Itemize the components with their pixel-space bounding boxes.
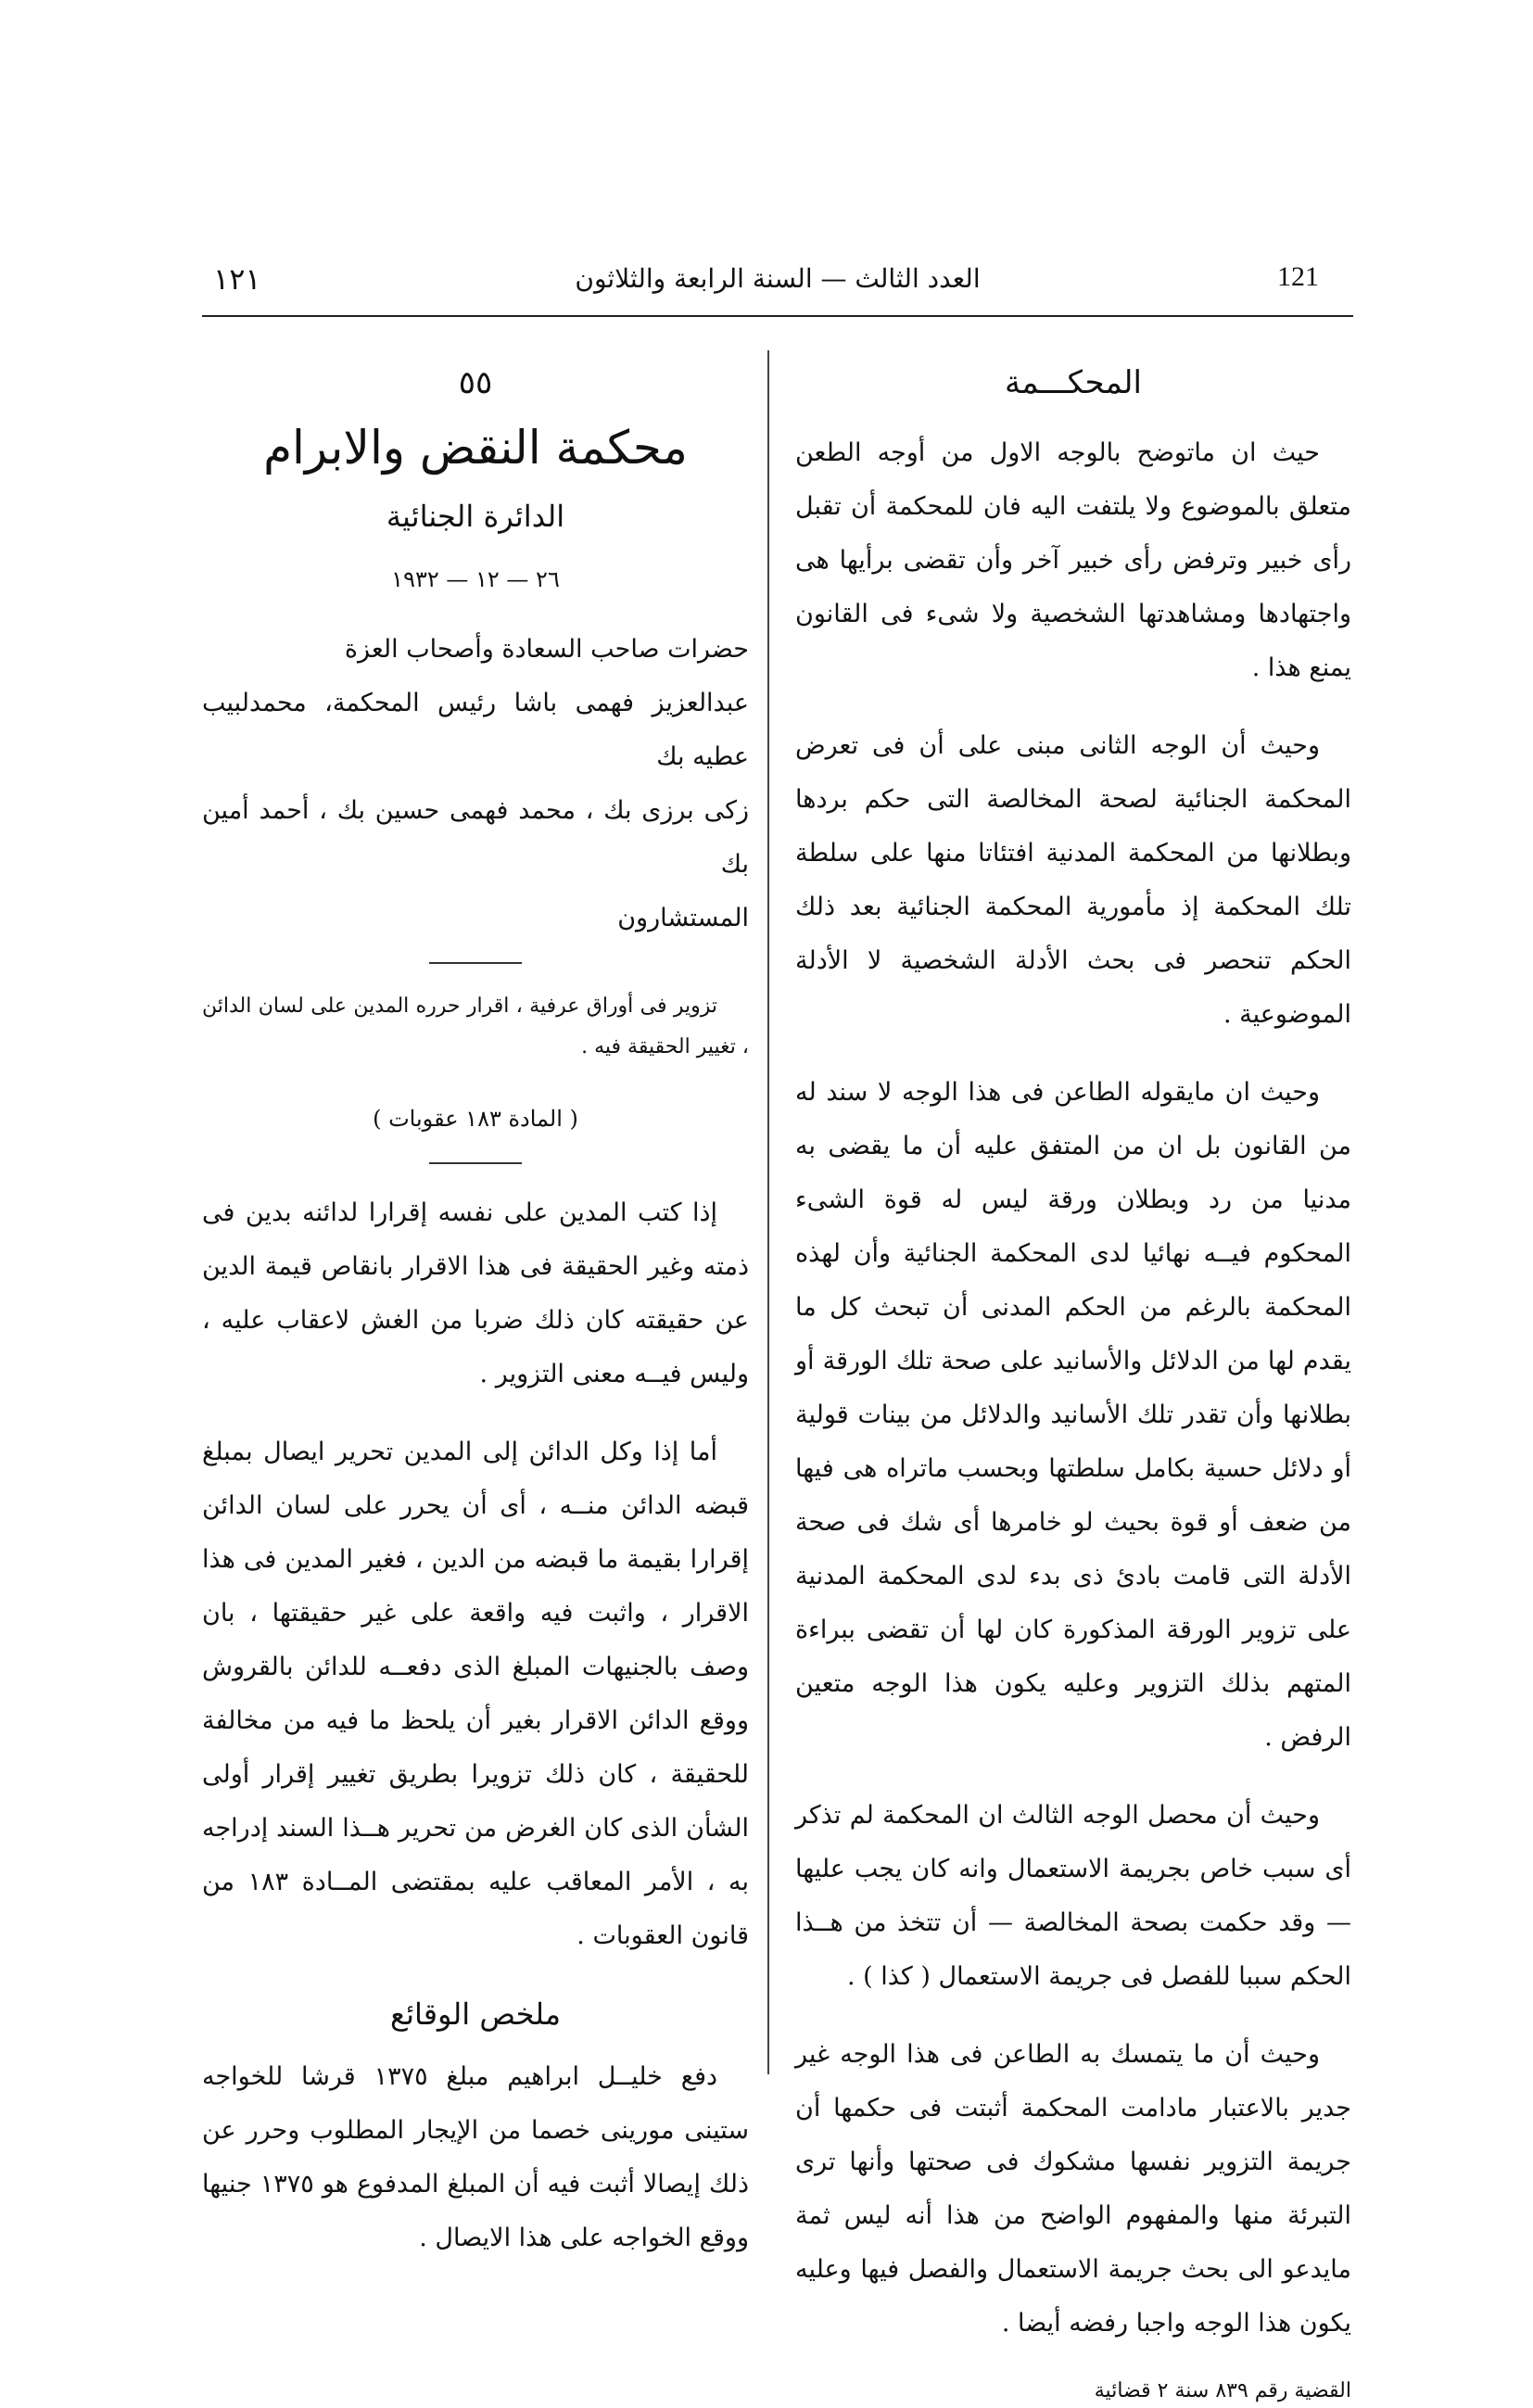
paragraph: وحيث أن محصل الوجه الثالث ان المحكمة لم تذكر أى سبب خاص بجريمة الاستعمال وانه كان يجب عليها — وقد حكمت بصحة المخالصة — أن تتخذ من هــذا الحكم سببا للفصل فى جريمة الاستعمال ( كذا ) .: [795, 1801, 1351, 1991]
section-title: المحكـــمة: [1005, 364, 1142, 401]
case-number: ٥٥: [458, 364, 493, 401]
footnote: القضية رقم ٨٣٩ سنة ٢ قضائية: [1094, 2379, 1351, 2402]
judgment-date: ٢٦ — ١٢ — ١٩٣٢: [391, 566, 560, 592]
paragraph: وحيث أن ما يتمسك به الطاعن فى هذا الوجه غير جدير بالاعتبار مادامت المحكمة أثبتت فى حكمها أن جريمة التزوير نفسها مشكوك فى صحتها وأنها ترى التبرئة منها والمفهوم الواضح من هذا أنه ليس ثمة مايدعو الى بحث جريمة الاستعمال والفصل فيها وعليه يكون هذا الوجه واجبا رفضه أيضا .: [795, 2040, 1351, 2338]
case-summary: تزوير فى أوراق عرفية ، اقرار حرره المدين على لسان الدائن ، تغيير الحقيقة فيه .: [202, 995, 749, 1058]
court-name: محكمة النقض والابرام: [263, 421, 688, 475]
paragraph: وحيث ان مايقوله الطاعن فى هذا الوجه لا سند له من القانون بل ان من المتفق عليه أن ما يقضى به مدنيا من رد وبطلان ورقة ليس له قوة الشىء المحكوم فيــه نهائيا لدى المحكمة الجنائية وأن لهذه المحكمة بالرغم من الحكم المدنى أن تبحث كل ما يقدم لها من الدلائل والأسانيد على صحة تلك الورقة أو بطلانها وأن تقدر تلك الأسانيد والدلائل من بينات قولية أو دلائل حسية بكامل سلطتها وبحسب ماتراه هى فيها من ضعف أو قوة بحيث لو خامرها أى شك فى صحة الأدلة التى قامت بادئ ذى بدء لدى المحكمة المدنية على تزوير الورقة المذكورة كان لها أن تقضى ببراءة المتهم بذلك التزوير وعليه يكون هذا الوجه متعين الرفض .: [795, 1078, 1351, 1752]
principle-paragraph: أما إذا وكل الدائن إلى المدين تحرير ايصال بمبلغ قبضه الدائن منــه ، أى أن يحرر على لسان الدائن إقرارا بقيمة ما قبضه من الدين ، فغير المدين فى هذا الاقرار ، واثبت فيه واقعة على غير حقيقتها ، بان وصف بالجنيهات المبلغ الذى دفعــه للدائن بالقروش ووقع الدائن الاقرار بغير أن يلحظ ما فيه من مخالفة للحقيقة ، كان ذلك تزويرا بطريق تغيير إقرار أولى الشأن الذى كان الغرض من تحرير هــذا السند إدراجه به ، الأمر المعاقب عليه بمقتضى المــادة ١٨٣ من قانون العقوبات .: [202, 1438, 749, 1950]
page-number-latin: 121: [1277, 261, 1319, 292]
facts-heading: ملخص الوقائع: [390, 1996, 561, 2032]
facts-paragraph: دفع خليــل ابراهيم مبلغ ١٣٧٥ قرشا للخواجه ستينى مورينى خصما من الإيجار المطلوب وحرر عن ذلك إيصالا أثبت فيه أن المبلغ المدفوع هو ١٣٧٥ جنيها ووقع الخواجه على هذا الايصال .: [202, 2062, 749, 2252]
article-reference: ( المادة ١٨٣ عقوبات ): [373, 1106, 578, 1132]
column-divider: [767, 350, 769, 2074]
member-line: المستشارون: [617, 904, 749, 932]
member-line: زكى برزى بك ، محمد فهمى حسين بك ، أحمد أمين بك: [202, 796, 749, 879]
left-column: [202, 356, 749, 2289]
separator-rule: [429, 962, 522, 964]
court-members: [202, 623, 749, 945]
paragraph: حيث ان ماتوضح بالوجه الاول من أوجه الطعن متعلق بالموضوع ولا يلتفت اليه فان للمحكمة أن تقبل رأى خبير وترفض رأى خبير آخر وأن تقضى برأيها هى واجتهادها ومشاهدتها الشخصية ولا شىء فى القانون يمنع هذا .: [795, 438, 1351, 682]
member-line: عبدالعزيز فهمى باشا رئيس المحكمة، محمدلبيب عطيه بك: [202, 689, 749, 771]
right-column: [795, 356, 1351, 2408]
separator-rule: [429, 1162, 522, 1164]
page-header: [202, 261, 1353, 302]
header-rule: [202, 315, 1353, 317]
principle-paragraph: إذا كتب المدين على نفسه إقرارا لدائنه بدين فى ذمته وغير الحقيقة فى هذا الاقرار بانقاص قيمة الدين عن حقيقته كان ذلك ضربا من الغش لاعقاب عليه ، وليس فيــه معنى التزوير .: [202, 1198, 749, 1388]
page-number-arabic: ١٢١: [213, 261, 261, 297]
running-title: العدد الثالث — السنة الرابعة والثلاثون: [575, 263, 981, 294]
paragraph: وحيث أن الوجه الثانى مبنى على أن فى تعرض المحكمة الجنائية لصحة المخالصة التى حكم بردها وبطلانها من المحكمة المدنية افتئاتا منها على سلطة تلك المحكمة إذ مأمورية المحكمة الجنائية بعد ذلك الحكم تنحصر فى بحث الأدلة الشخصية لا الأدلة الموضوعية .: [795, 731, 1351, 1029]
member-line: حضرات صاحب السعادة وأصحاب العزة: [344, 635, 749, 664]
court-circuit: الدائرة الجنائية: [386, 499, 565, 534]
